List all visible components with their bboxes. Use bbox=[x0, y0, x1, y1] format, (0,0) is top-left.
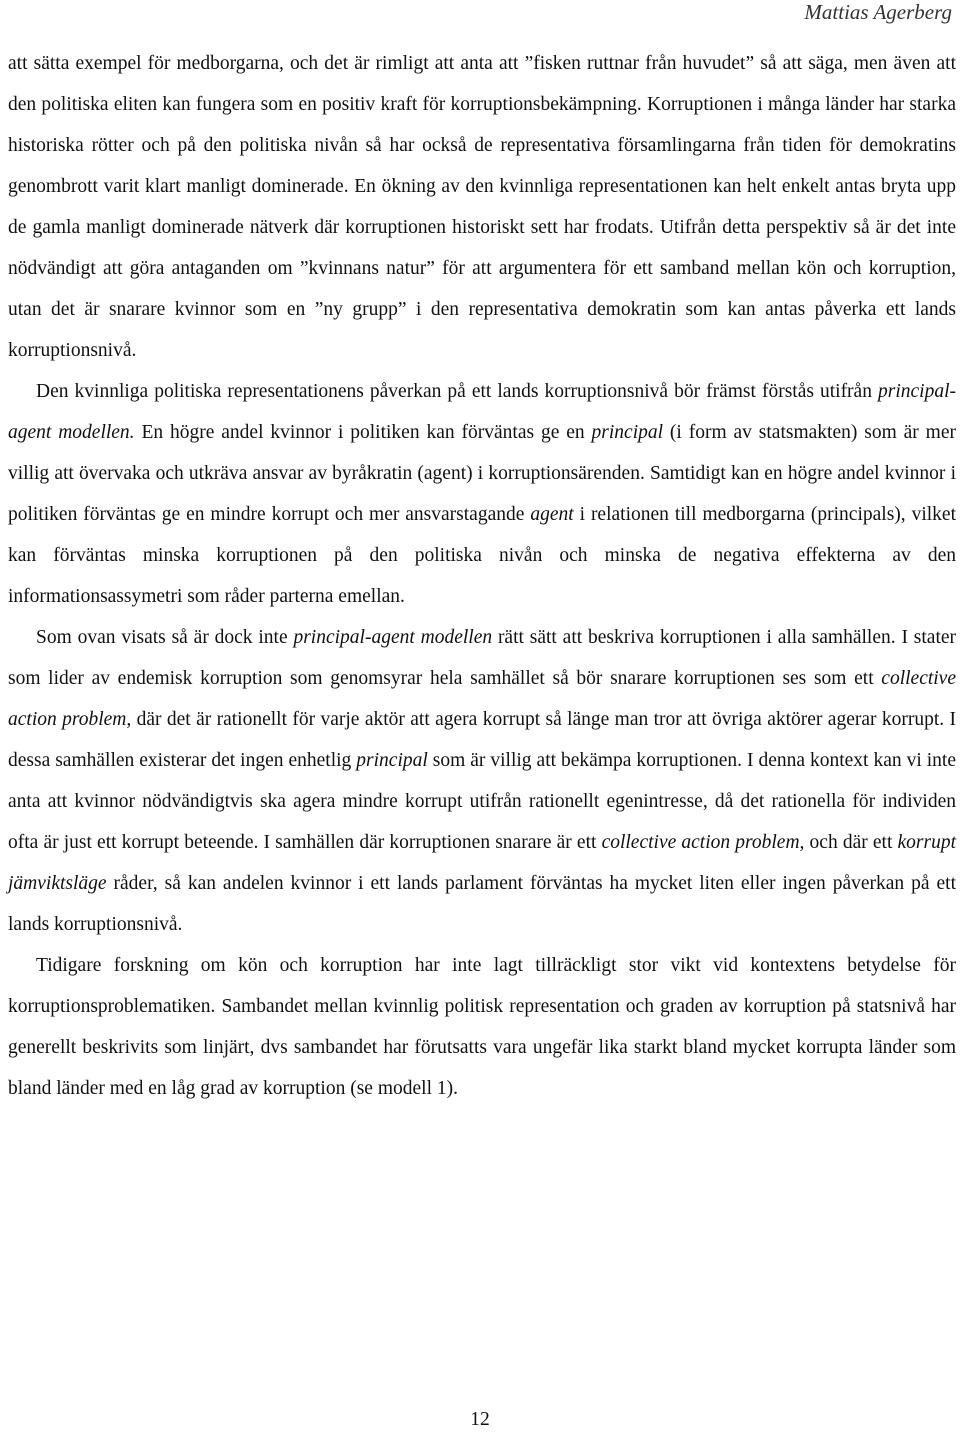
page-number: 12 bbox=[470, 1409, 490, 1430]
paragraph-2-italic-2: principal bbox=[591, 422, 664, 443]
paragraph-3-italic-2: collective action problem, bbox=[8, 668, 956, 730]
paragraph-2-text-2: En högre andel kvinnor i politiken kan förväntas ge en bbox=[134, 422, 592, 443]
paragraph-2-text-4: i relationen till medborgarna (principals), vilket kan förväntas minska korruptionen på den politiska nivån och minska de negativa effekterna av den informationsassymetri som råder parterna emellan. bbox=[8, 504, 956, 607]
paragraph-3-text-5: och där ett bbox=[804, 832, 898, 853]
paragraph-3-italic-5: korrupt jämviktsläge bbox=[8, 832, 957, 894]
paragraph-3-text-1: Som ovan visats så är dock inte bbox=[36, 627, 294, 648]
paragraph-2-text-1: Den kvinnliga politiska representationens påverkan på ett lands korruptionsnivå bör främst förstås utifrån bbox=[36, 381, 878, 402]
paragraph-2-italic-1: principal-agent modellen. bbox=[8, 381, 956, 443]
paragraph-3-italic-1: principal-agent modellen bbox=[293, 627, 493, 648]
paragraph-3-text-6: råder, så kan andelen kvinnor i ett lands parlament förväntas ha mycket liten eller ingen påverkan på ett lands korruptionsnivå. bbox=[8, 873, 956, 935]
paragraph-1-text: att sätta exempel för medborgarna, och det är rimligt att anta att ”fisken ruttnar från huvudet” så att säga, men även att den politiska eliten kan fungera som en positiv kraft för korruptionsbekämpning. Korruptionen i många länder har starka historiska rötter och på den politiska nivån så har också de representativa församlingarna från tiden för demokratins genombrott varit klart manligt dominerade. En ökning av den kvinnliga representationen kan helt enkelt antas bryta upp de gamla manligt dominerade nätverk där korruptionen historiskt sett har frodats. Utifrån detta perspektiv så är det inte nödvändigt att göra antaganden om ”kvinnans natur” för att argumentera för ett samband mellan kön och korruption, utan det är snarare kvinnor som en ”ny grupp” i den representativa demokratin som kan antas påverka ett lands korruptionsnivå. bbox=[8, 53, 956, 361]
paragraph-3 bbox=[8, 617, 956, 945]
paragraph-3-text-4: som är villig att bekämpa korruptionen. I denna kontext kan vi inte anta att kvinnor nödvändigtvis ska agera mindre korrupt utifrån rationellt egenintresse, då det rationella för individen ofta är just ett korrupt beteende. I samhällen där korruptionen snarare är ett bbox=[8, 750, 956, 853]
paragraph-3-italic-3: principal bbox=[356, 750, 428, 771]
paragraph-3-text-2: rätt sätt att beskriva korruptionen i alla samhällen. I stater som lider av endemisk korruption som genomsyrar hela samhället så bör snarare korruptionen ses som ett bbox=[8, 627, 957, 689]
paragraph-2 bbox=[8, 371, 956, 617]
page-header-author: Mattias Agerberg bbox=[804, 0, 952, 24]
paragraph-1 bbox=[8, 43, 956, 371]
paragraph-2-italic-3: agent bbox=[530, 504, 574, 525]
paragraph-2-text-3: (i form av statsmakten) som är mer villig att övervaka och utkräva ansvar av byråkratin (agent) i korruptionsärenden. Samtidigt kan en högre andel kvinnor i politiken förväntas ge en mindre korrupt och mer ansvarstagande bbox=[8, 422, 956, 525]
paragraph-3-italic-4: collective action problem, bbox=[601, 832, 805, 853]
paragraph-4 bbox=[8, 945, 956, 1109]
paragraph-3-text-3: där det är rationellt för varje aktör att agera korrupt så länge man tror att övriga aktörer agerar korrupt. I dessa samhällen existerar det ingen enhetlig bbox=[8, 709, 957, 771]
paragraph-4-text: Tidigare forskning om kön och korruption har inte lagt tillräckligt stor vikt vid kontextens betydelse för korruptionsproblematiken. Sambandet mellan kvinnlig politisk representation och graden av korruption på statsnivå har generellt beskrivits som linjärt, dvs sambandet har förutsatts vara ungefär lika starkt bland mycket korrupta länder som bland länder med en låg grad av korruption (se modell 1). bbox=[8, 955, 956, 1099]
body-text bbox=[8, 43, 956, 1109]
